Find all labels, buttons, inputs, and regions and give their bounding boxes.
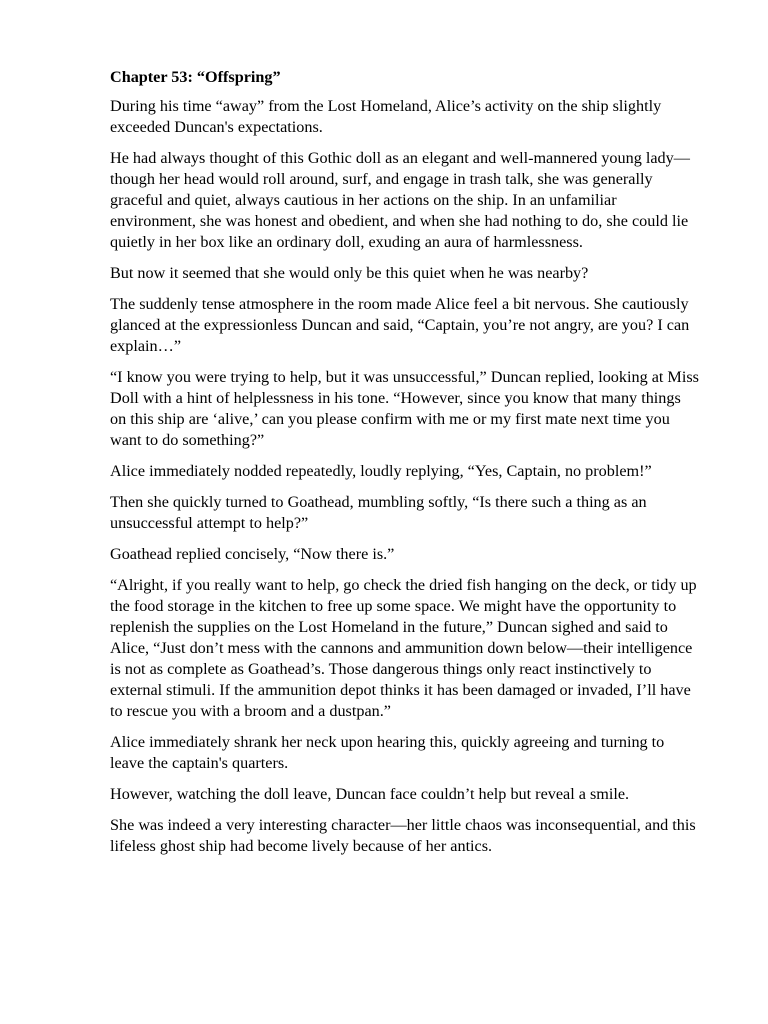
paragraph: Alice immediately nodded repeatedly, loudly replying, “Yes, Captain, no problem!”: [110, 462, 652, 480]
paragraph: Alice immediately shrank her neck upon hearing this, quickly agreeing and turning to leave the captain's quarters.: [110, 733, 665, 772]
paragraph: Then she quickly turned to Goathead, mumbling softly, “Is there such a thing as an unsuccessful attempt to help?”: [110, 493, 647, 532]
paragraph: However, watching the doll leave, Duncan face couldn’t help but reveal a smile.: [110, 785, 630, 803]
paragraph: During his time “away” from the Lost Homeland, Alice’s activity on the ship slightly exceeded Duncan's expectations.: [110, 97, 662, 136]
chapter-title: Chapter 53: “Offspring”: [110, 68, 281, 86]
paragraph: “Alright, if you really want to help, go check the dried fish hanging on the deck, or tidy up the food storage in the kitchen to free up some space. We might have the opportunity to replenish the supplies on the Lost Homeland in the future,” Duncan sighed and said to Alice, “Just don’t mess with the cannons and ammunition down below—their intelligence is not as complete as Goathead’s. Those dangerous things only react instinctively to external stimuli. If the ammunition depot thinks it has been damaged or invaded, I’ll have to rescue you with a broom and a dustpan.”: [110, 576, 697, 720]
document-page: [110, 67, 700, 867]
paragraph: He had always thought of this Gothic doll as an elegant and well-mannered young lady—though her head would roll around, surf, and engage in trash talk, she was generally graceful and quiet, always cautious in her actions on the ship. In an unfamiliar environment, she was honest and obedient, and when she had nothing to do, she could lie quietly in her box like an ordinary doll, exuding an aura of harmlessness.: [110, 149, 690, 251]
paragraph: The suddenly tense atmosphere in the room made Alice feel a bit nervous. She cautiously glanced at the expressionless Duncan and said, “Captain, you’re not angry, are you? I can explain…”: [110, 295, 690, 355]
paragraph: But now it seemed that she would only be this quiet when he was nearby?: [110, 264, 589, 282]
paragraph: Goathead replied concisely, “Now there is.”: [110, 545, 395, 563]
paragraph: “I know you were trying to help, but it was unsuccessful,” Duncan replied, looking at Miss Doll with a hint of helplessness in his tone. “However, since you know that many things on this ship are ‘alive,’ can you please confirm with me or my first mate next time you want to do something?”: [110, 368, 699, 449]
paragraph: She was indeed a very interesting character—her little chaos was inconsequential, and this lifeless ghost ship had become lively because of her antics.: [110, 816, 696, 855]
